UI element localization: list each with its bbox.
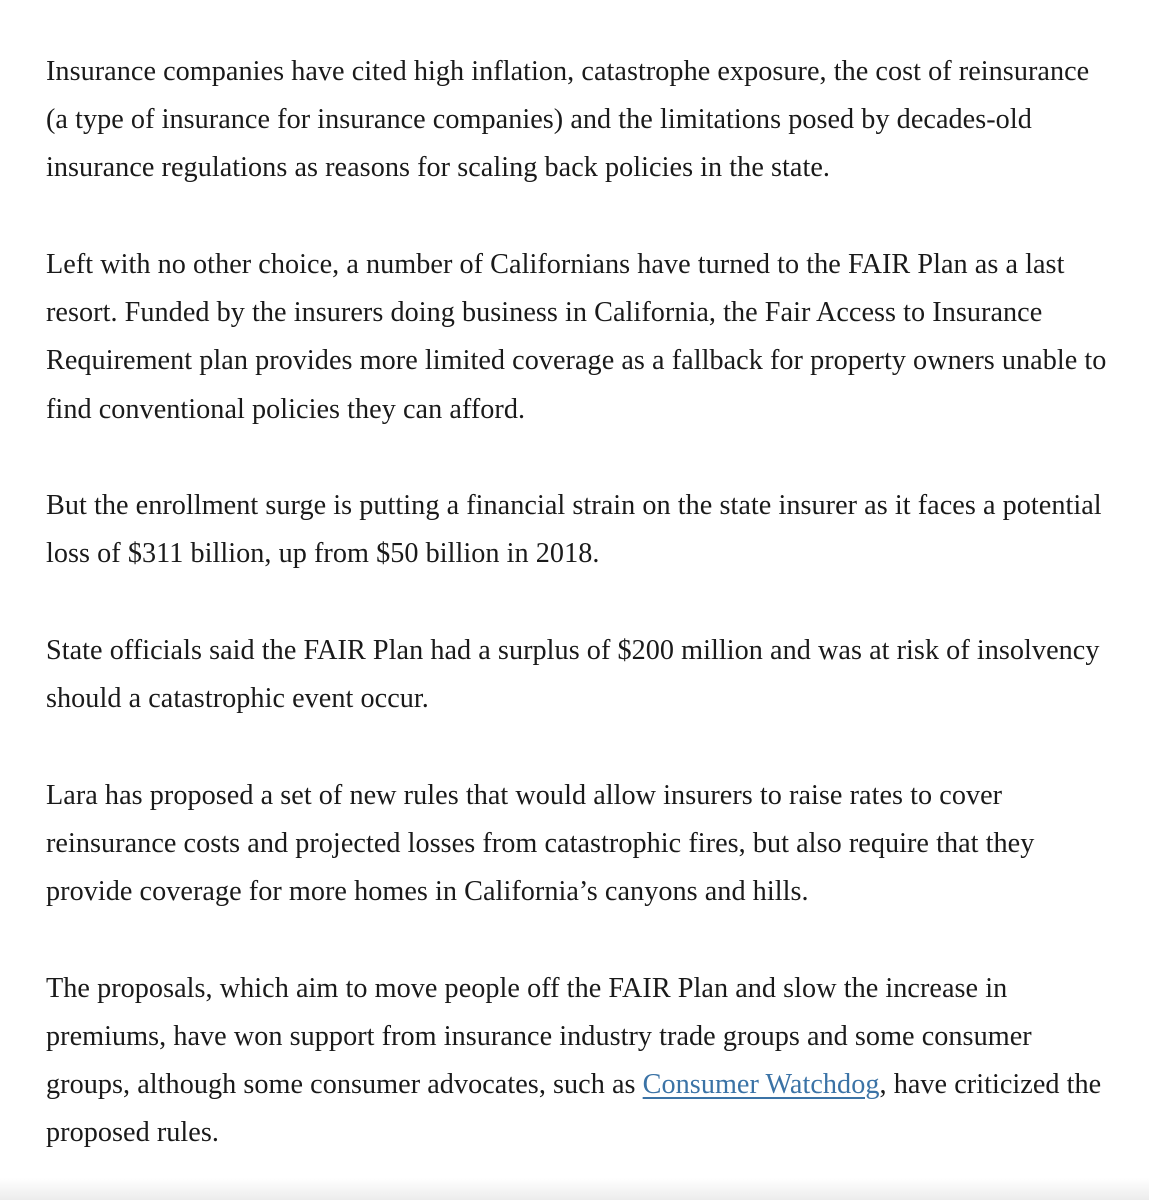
- paragraph-insurer-reasons: Insurance companies have cited high inflation, catastrophe exposure, the cost of reinsurance (a type of insurance for insurance companies) and the limitations posed by decades-old insurance regulations as reasons for scaling back policies in the state.: [46, 56, 1090, 184]
- paragraph-proposals-support: [46, 965, 1116, 1158]
- paragraph-text-before-link: The proposals, which aim to move people off the FAIR Plan and slow the increase in premiums, have won support from insurance industry trade groups and some consumer groups, although some consumer advocates, such as: [46, 972, 1032, 1101]
- article-body: [46, 48, 1116, 1158]
- paragraph-fair-plan-last-resort: Left with no other choice, a number of Californians have turned to the FAIR Plan as a last resort. Funded by the insurers doing business in California, the Fair Access to Insurance Requirement plan provides more limited coverage as a fallback for property owners unable to find conventional policies they can afford.: [46, 249, 1107, 425]
- paragraph-text-after-link: , have criticized the proposed rules.: [46, 1069, 1102, 1149]
- paragraph-lara-proposals: Lara has proposed a set of new rules that would allow insurers to raise rates to cover reinsurance costs and projected losses from catastrophic fires, but also require that they provide coverage for more homes in California’s canyons and hills.: [46, 779, 1035, 908]
- paragraph-surplus-insolvency: State officials said the FAIR Plan had a surplus of $200 million and was at risk of insolvency should a catastrophic event occur.: [46, 635, 1100, 715]
- bottom-fade: [0, 1178, 1149, 1200]
- paragraph-enrollment-surge: But the enrollment surge is putting a financial strain on the state insurer as it faces a potential loss of $311 billion, up from $50 billion in 2018.: [46, 490, 1102, 570]
- consumer-watchdog-link[interactable]: Consumer Watchdog: [642, 1069, 880, 1101]
